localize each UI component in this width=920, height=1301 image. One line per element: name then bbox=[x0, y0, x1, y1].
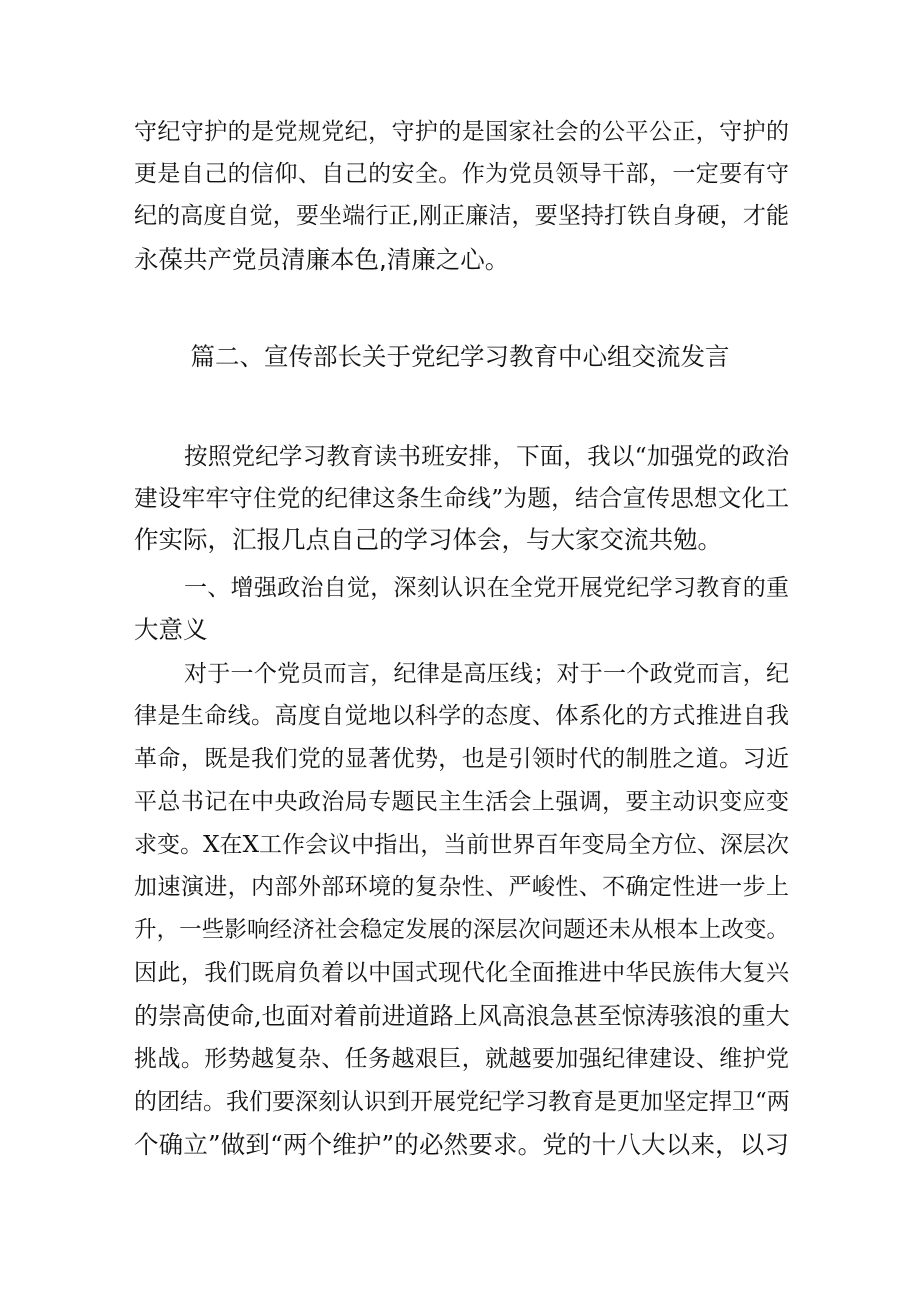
section-heading-line-1: 一、增强政治自觉，深刻认识在全党开展党纪学习教育的重 bbox=[184, 575, 789, 601]
intro-line-2: 更是自己的信仰、自己的安全。作为党员领导干部，一定要有守 bbox=[134, 161, 789, 187]
body-line-1: 对于一个党员而言，纪律是高压线；对于一个政党而言，纪 bbox=[184, 661, 789, 687]
intro-line-3: 纪的高度自觉，要坐端行正,刚正廉洁，要坚持打铁自身硬，才能 bbox=[134, 203, 789, 229]
body-line-9: 的崇高使命,也面对着前进道路上风高浪急甚至惊涛骇浪的重大 bbox=[134, 1002, 790, 1030]
body-line-7: 升，一些影响经济社会稳定发展的深层次问题还未从根本上改变。 bbox=[134, 917, 789, 943]
body-line-6: 加速演进，内部外部环境的复杂性、严峻性、不确定性进一步上 bbox=[134, 874, 789, 900]
intro-line-4: 永葆共产党员清廉本色,清廉之心。 bbox=[134, 245, 510, 274]
body-line-4: 平总书记在中央政治局专题民主生活会上强调，要主动识变应变 bbox=[134, 789, 789, 815]
body-line-12: 个确立”做到“两个维护”的必然要求。党的十八大以来，以习 bbox=[134, 1130, 789, 1159]
body-line-2: 律是生命线。高度自觉地以科学的态度、体系化的方式推进自我 bbox=[134, 703, 789, 729]
section-heading-line-2: 大意义 bbox=[134, 615, 208, 644]
body-line-5: 求变。X在X工作会议中指出，当前世界百年变局全方位、深层次 bbox=[134, 832, 789, 858]
opening-line-1: 按照党纪学习教育读书班安排，下面，我以“加强党的政治 bbox=[184, 442, 789, 470]
intro-line-1: 守纪守护的是党规党纪，守护的是国家社会的公平公正，守护的 bbox=[134, 119, 789, 145]
opening-line-2: 建设牢牢守住党的纪律这条生命线”为题，结合宣传思想文化工 bbox=[134, 484, 789, 512]
body-line-10: 挑战。形势越复杂、任务越艰巨，就越要加强纪律建设、维护党 bbox=[134, 1046, 789, 1072]
body-line-3: 革命，既是我们党的显著优势，也是引领时代的制胜之道。习近 bbox=[134, 746, 789, 772]
opening-line-3: 作实际，汇报几点自己的学习体会，与大家交流共勉。 bbox=[134, 525, 722, 554]
body-line-8: 因此，我们既肩负着以中国式现代化全面推进中华民族伟大复兴 bbox=[134, 960, 789, 986]
article-title: 篇二、宣传部长关于党纪学习教育中心组交流发言 bbox=[190, 342, 730, 371]
body-line-11: 的团结。我们要深刻认识到开展党纪学习教育是更加坚定捍卫“两 bbox=[134, 1089, 790, 1115]
